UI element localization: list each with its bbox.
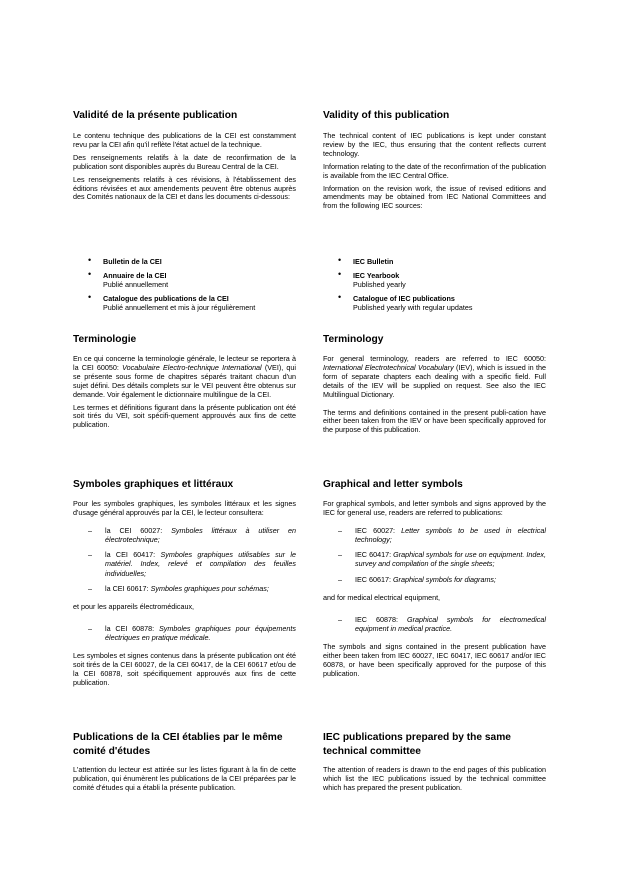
en-terminology-p2: The terms and definitions contained in the present publi-cation have either been taken from the IEV or have been specifically approved for the purpose of this publication.	[323, 407, 546, 435]
en-committee-section	[323, 731, 546, 797]
fr-validity-section	[73, 109, 296, 206]
list-item: – IEC 60027: Letter symbols to be used in electrical technology;	[338, 525, 546, 545]
en-validity-section	[323, 109, 546, 215]
list-item: – la CEI 60617: Symboles graphiques pour schémas;	[88, 583, 269, 593]
fr-terminology-title: Terminologie	[73, 334, 137, 345]
list-item: • Catalogue des publications de la CEI Publié annuellement et mis à jour régulièrement	[88, 292, 256, 312]
fr-symbols-p2: et pour les appareils électromédicaux,	[73, 602, 195, 612]
list-item: – la CEI 60417: Symboles graphiques utilisables sur le matériel. Index, relevé et compilation des feuilles individuelles;	[88, 550, 296, 578]
bullet-icon: •	[338, 292, 342, 302]
list-item: • IEC Bulletin	[338, 255, 394, 266]
en-validity-title: Validity of this publication	[323, 110, 450, 121]
fr-committee-section	[73, 731, 296, 797]
en-committee-title: IEC publications prepared by the same technical committee	[323, 732, 511, 757]
fr-symbols-list	[73, 526, 296, 593]
fr-symbols-title: Symboles graphiques et littéraux	[73, 479, 234, 490]
fr-validity-p2: Des renseignements relatifs à la date de reconfirmation de la publication sont disponibles auprès du Bureau Central de la CEI.	[73, 152, 296, 171]
fr-terminology-p2: Les termes et définitions figurant dans la présente publication ont été soit tirés du VEI, soit spécifi-quement approuvés aux fins de cette publication.	[73, 402, 296, 430]
list-item: • Annuaire de la CEI Publié annuellement	[88, 269, 169, 289]
en-symbols-title: Graphical and letter symbols	[323, 479, 463, 490]
list-item: – IEC 60617: Graphical symbols for diagrams;	[338, 574, 497, 584]
bullet-icon: •	[88, 292, 92, 302]
en-validity-p1: The technical content of IEC publications is kept under constant review by the IEC, thus ensuring that the content reflects current technology.	[323, 131, 546, 158]
list-item: – IEC 60878: Graphical symbols for electromedical equipment in medical practice.	[338, 614, 546, 633]
en-sources-list	[323, 257, 546, 317]
bullet-icon: •	[88, 255, 92, 265]
fr-symbols-section	[73, 478, 296, 692]
en-terminology-title: Terminology	[323, 334, 384, 345]
en-symbols-p2: and for medical electrical equipment,	[323, 592, 441, 602]
en-symbols-p1: For graphical symbols, and letter symbols and signs approved by the IEC for general use, readers are referred to publications:	[323, 499, 546, 517]
fr-symbols-p3: Les symboles et signes contenus dans la présente publication ont été soit tirés de la CEI 60027, de la CEI 60417, de la CEI 60617 et/ou de la CEI 60878, soit spécifiquement approuvés aux fins de cette publication.	[73, 651, 296, 688]
list-item: – la CEI 60878: Symboles graphiques pour équipements électriques en pratique médicale.	[88, 623, 296, 643]
en-terminology-section	[323, 333, 546, 439]
en-symbols-p3: The symbols and signs contained in the present publication have either been taken from IEC 60027, IEC 60417, IEC 60617 and/or IEC 60878, or have been specifically approved for the purpose of this publication.	[323, 642, 546, 678]
en-validity-p3: Information on the revision work, the issue of revised editions and amendments may be obtained from IEC National Committees and from the following IEC sources:	[323, 183, 546, 211]
bullet-icon: •	[338, 269, 342, 279]
bullet-icon: •	[338, 255, 342, 265]
fr-validity-p3: Les renseignements relatifs à ces révisions, à l'établissement des éditions révisées et aux amendements peuvent être obtenus auprès des Comités nationaux de la CEI et dans les documents ci-dessous:	[73, 174, 296, 202]
bullet-icon: •	[88, 269, 92, 279]
list-item: • Catalogue of IEC publications Published yearly with regular updates	[338, 292, 473, 312]
fr-committee-p1: L'attention du lecteur est attirée sur les listes figurant à la fin de cette publication, qui énumèrent les publications de la CEI préparées par le comité d'études qui a établi la présente publication.	[73, 765, 296, 792]
fr-validity-p1: Le contenu technique des publications de la CEI est constamment revu par la CEI afin qu'il reflète l'état actuel de la technique.	[73, 131, 296, 149]
en-symbols-list-2	[323, 615, 546, 633]
en-validity-p2: Information relating to the date of the reconfirmation of the publication is available from the IEC Central Office.	[323, 161, 546, 180]
list-item: • IEC Yearbook Published yearly	[338, 269, 406, 289]
fr-terminology-section	[73, 333, 296, 434]
list-item: • Bulletin de la CEI	[88, 255, 162, 266]
fr-committee-title: Publications de la CEI établies par le même comité d'études	[73, 732, 283, 757]
fr-symbols-p1: Pour les symboles graphiques, les symboles littéraux et les signes d'usage général approuvés par la CEI, le lecteur consultera:	[73, 499, 296, 517]
en-committee-p1: The attention of readers is drawn to the end pages of this publication which list the IEC publications issued by the technical committee which has prepared the present publication.	[323, 765, 546, 792]
fr-sources-list	[73, 257, 296, 317]
list-item: – la CEI 60027: Symboles littéraux à utiliser en électrotechnique;	[88, 525, 296, 545]
en-symbols-list	[323, 526, 546, 584]
fr-symbols-list-2	[73, 624, 296, 642]
en-symbols-section	[323, 478, 546, 683]
fr-validity-title: Validité de la présente publication	[73, 110, 238, 121]
list-item: – IEC 60417: Graphical symbols for use on equipment. Index, survey and compilation of the single sheets;	[338, 550, 546, 569]
en-terminology-p1: For general terminology, readers are referred to IEC 60050: International Electrotechnical Vocabulary (IEV), which is issued in the form of separate chapters each dealing with a specific field. Full details of the IEV will be supplied on request. See also the IEC Multilingual Dictionary.	[323, 354, 547, 399]
fr-terminology-p1: En ce qui concerne la terminologie générale, le lecteur se reportera à la CEI 60050: Vocabulaire Electro-technique International (VEI), qui se présente sous forme de chapitres séparés traitant chacun d'un sujet défini. Des détails complets sur le VEI peuvent être obtenus sur demande. Voir également le dictionnaire multilingue de la CEI.	[73, 354, 296, 399]
